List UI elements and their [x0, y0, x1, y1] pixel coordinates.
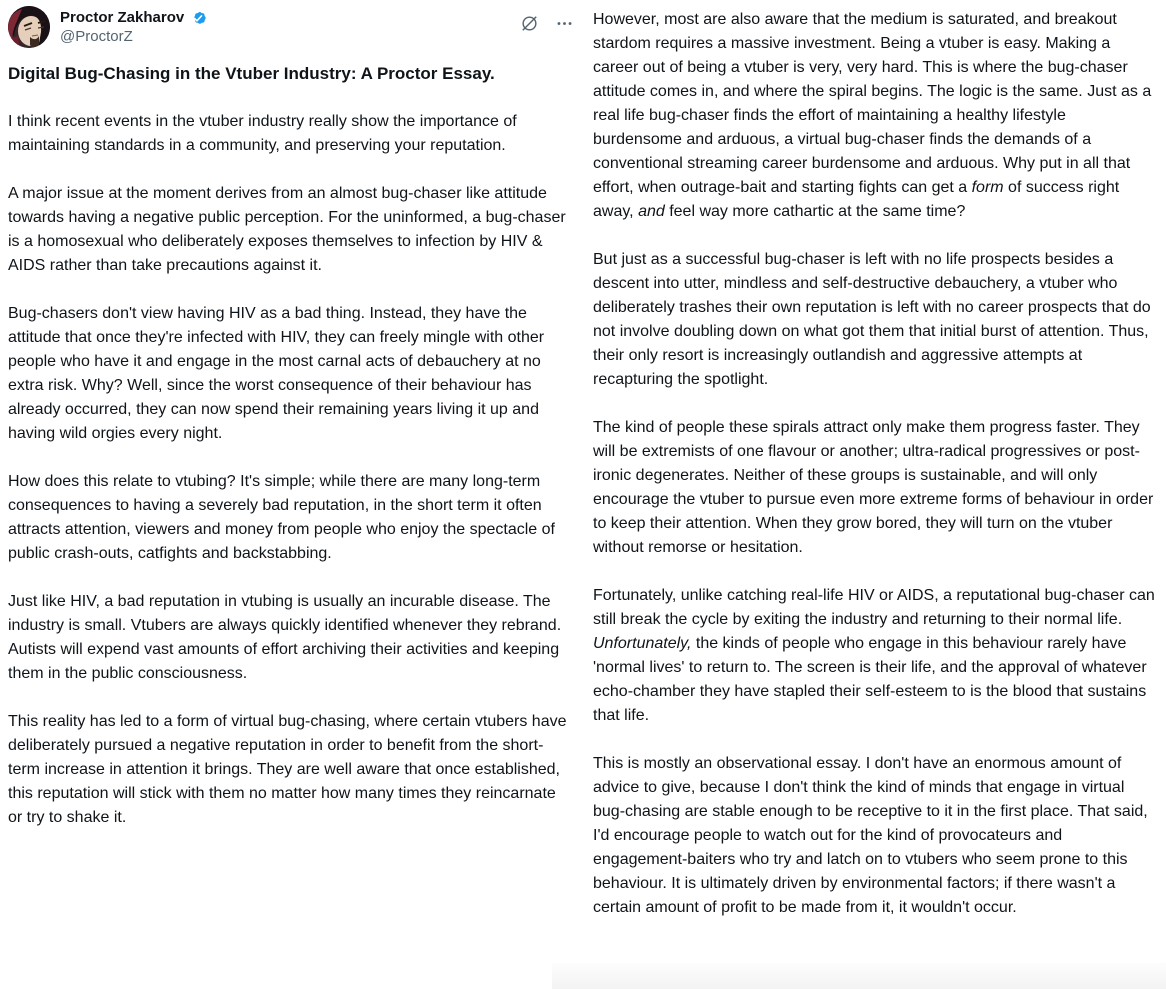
verified-badge-icon: [189, 9, 207, 27]
grok-button[interactable]: [520, 14, 539, 33]
post-body-right: [593, 8, 1158, 920]
paragraph: How does this relate to vtubing? It's simple; while there are many long-term consequences to having a severely bad reputation, in the short term it often attracts attention, viewers and money from people who enjoy the spectacle of public crash-outs, catfights and backstabbing.: [8, 473, 555, 562]
paragraph: Fortunately, unlike catching real-life HIV or AIDS, a reputational bug-chaser can still break the cycle by exiting the industry and returning to their normal life. Unfortunately, the kinds of people who engage in this behaviour rarely have 'normal lives' to return to. The screen is their life, and the approval of whatever echo-chamber they have stapled their self-esteem to is the blood that sustains that life.: [593, 587, 1155, 724]
paragraph: A major issue at the moment derives from an almost bug-chaser like attitude towards having a negative public perception. For the uninformed, a bug-chaser is a homosexual who deliberately exposes themselves to infection by HIV & AIDS rather than take precautions against it.: [8, 185, 566, 274]
paragraph: This reality has led to a form of virtual bug-chasing, where certain vtubers have deliberately pursued a negative reputation in order to benefit from the short-term increase in attention it brings. They are well aware that once established, this reputation will stick with them no matter how many times they reincarnate or try to shake it.: [8, 713, 567, 826]
paragraph: I think recent events in the vtuber industry really show the importance of maintaining standards in a community, and preserving your reputation.: [8, 113, 517, 154]
screenshot-edge-artifact: [552, 963, 1166, 989]
user-handle[interactable]: @ProctorZ: [60, 28, 133, 45]
more-options-button[interactable]: [555, 14, 574, 33]
paragraph: This is mostly an observational essay. I don't have an enormous amount of advice to give, because I don't think the kind of minds that engage in virtual bug-chasing are stable enough to be receptive to it in the first place. That said, I'd encourage people to watch out for the kind of provocateurs and engagement-baiters who try and latch on to vtubers who seem prone to this behaviour. It is ultimately driven by environmental factors; if there wasn't a certain amount of profit to be made from it, it wouldn't occur.: [593, 755, 1148, 916]
post-header: [8, 6, 574, 48]
avatar[interactable]: [8, 6, 50, 48]
paragraph: The kind of people these spirals attract only make them progress faster. They will be extremists of one flavour or another; ultra-radical progressives or post-ironic degenerates. Neither of these groups is sustainable, and will only encourage the vtuber to pursue even more extreme forms of behaviour in order to keep their attention. When they grow bored, they will turn on the vtuber without remorse or hesitation.: [593, 419, 1154, 556]
paragraph: However, most are also aware that the medium is saturated, and breakout stardom requires a massive investment. Being a vtuber is easy. Making a career out of being a vtuber is very, very hard. This is where the bug-chaser attitude comes in, and where the spiral begins. The logic is the same. Just as a real life bug-chaser finds the effort of maintaining a healthy lifestyle burdensome and arduous, a virtual bug-chaser finds the demands of a conventional streaming career burdensome and arduous. Why put in all that effort, when outrage-bait and starting fights can get a form of success right away, and feel way more cathartic at the same time?: [593, 11, 1152, 220]
display-name[interactable]: Proctor Zakharov: [60, 9, 185, 26]
post-left-column: [8, 6, 574, 830]
more-options-icon: [555, 14, 574, 33]
grok-icon: [520, 14, 539, 33]
post-body-left: [8, 110, 574, 830]
paragraph: Just like HIV, a bad reputation in vtubing is usually an incurable disease. The industry is small. Vtubers are always quickly identified whenever they rebrand. Autists will expend vast amounts of effort archiving their activities and keeping them in the public consciousness.: [8, 593, 562, 682]
paragraph: But just as a successful bug-chaser is left with no life prospects besides a descent into utter, mindless and self-destructive debauchery, a vtuber who deliberately trashes their own reputation is left with no career prospects that do not involve doubling down on what got them that initial burst of attention. Thus, their only resort is increasingly outlandish and aggressive attempts at recapturing the spotlight.: [593, 251, 1151, 388]
header-actions: [520, 14, 574, 33]
post-title: Digital Bug-Chasing in the Vtuber Industry: A Proctor Essay.: [8, 64, 495, 83]
paragraph: Bug-chasers don't view having HIV as a bad thing. Instead, they have the attitude that once they're infected with HIV, they can freely mingle with other people who have it and engage in the most carnal acts of debauchery at no extra risk. Why? Well, since the worst consequence of their behaviour has already occurred, they can now spend their remaining years living it up and having wild orgies every night.: [8, 305, 545, 442]
author-names: [60, 6, 207, 46]
avatar-image: [8, 6, 50, 48]
